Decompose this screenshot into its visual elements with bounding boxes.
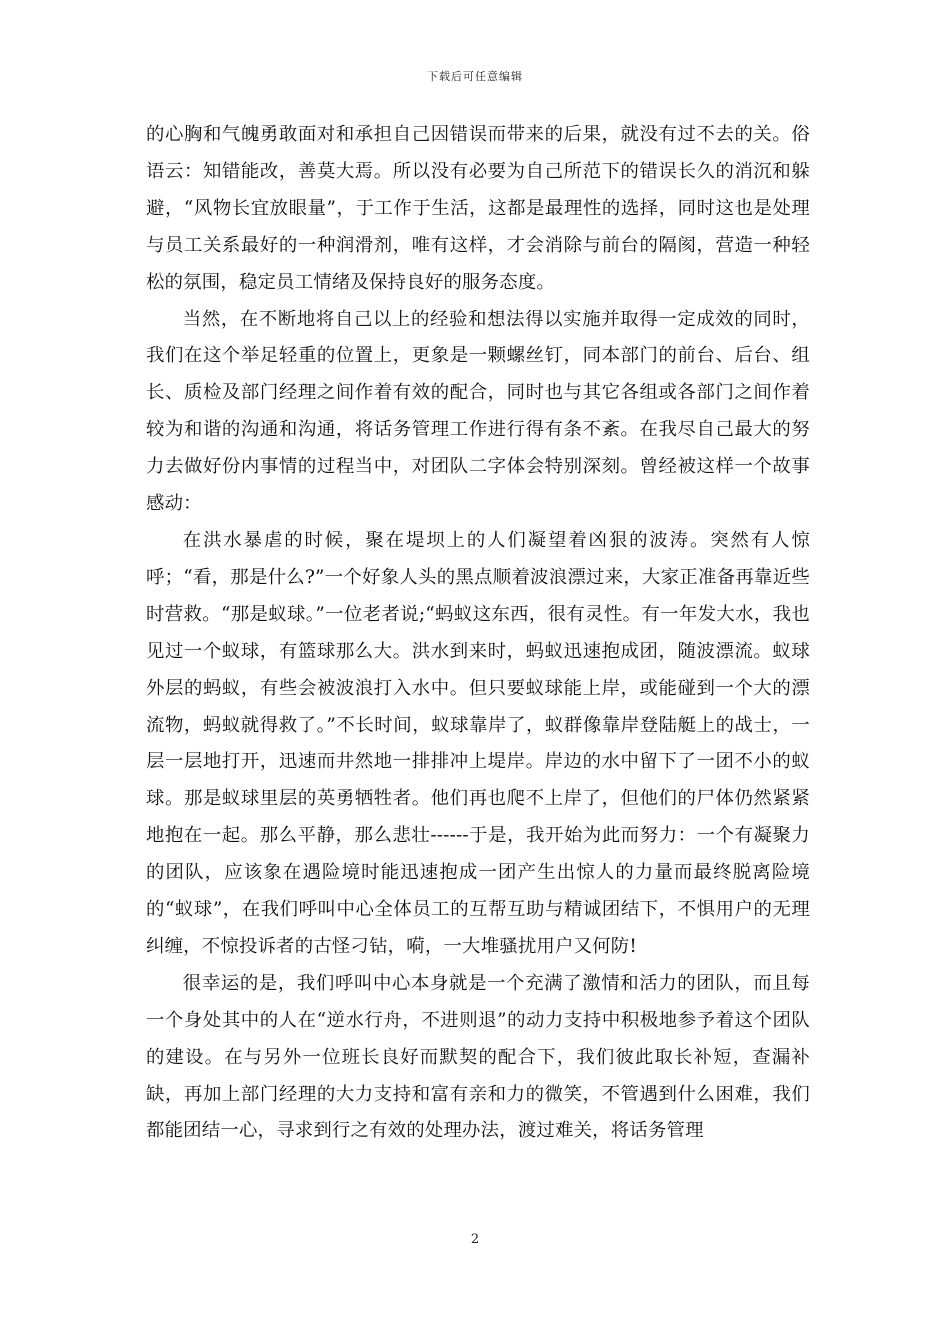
paragraph-3: 在洪水暴虐的时候，聚在堤坝上的人们凝望着凶狠的波涛。突然有人惊呼；“看，那是什么?”一个好象人头的黑点顺着波浪漂过来，大家正准备再靠近些时营救。“那是蚁球。”一位老者说;“蚂蚁这东西，很有灵性。有一年发大水，我也见过一个蚁球，有篮球那么大。洪水到来时，蚂蚁迅速抱成团，随波漂流。蚁球外层的蚂蚁，有些会被波浪打入水中。但只要蚁球能上岸，或能碰到一个大的漂流物，蚂蚁就得救了。”不长时间，蚁球靠岸了，蚁群像靠岸登陆艇上的战士，一层一层地打开，迅速而井然地一排排冲上堤岸。岸边的水中留下了一团不小的蚁球。那是蚁球里层的英勇牺牲者。他们再也爬不上岸了，但他们的尸体仍然紧紧地抱在一起。那么平静，那么悲壮------于是，我开始为此而努力：一个有凝聚力的团队，应该象在遇险境时能迅速抱成一团产生出惊人的力量而最终脱离险境的“蚁球”，在我们呼叫中心全体员工的互帮互助与精诚团结下，不惧用户的无理纠缠，不惊投诉者的古怪刁钻，嗬，一大堆骚扰用户又何防! bbox=[146, 529, 810, 957]
paragraph-1: 的心胸和气魄勇敢面对和承担自己因错误而带来的后果，就没有过不去的关。俗语云：知错能改，善莫大焉。所以没有必要为自己所范下的错误长久的消沉和躲避，“风物长宜放眼量”，于工作于生活，这都是最理性的选择，同时这也是处理与员工关系最好的一种润滑剂，唯有这样，才会消除与前台的隔阂，营造一种轻松的氛围，稳定员工情绪及保持良好的服务态度。 bbox=[146, 124, 810, 293]
page-number: 2 bbox=[470, 1232, 480, 1247]
paragraph-4: 很幸运的是，我们呼叫中心本身就是一个充满了激情和活力的团队，而且每一个身处其中的人在“逆水行舟，不进则退”的动力支持中积极地参予着这个团队的建设。在与另外一位班长良好而默契的配合下，我们彼此取长补短，查漏补缺，再加上部门经理的大力支持和富有亲和力的微笑，不管遇到什么困难，我们都能团结一心，寻求到行之有效的处理办法，渡过难关，将话务管理 bbox=[146, 972, 810, 1142]
document-body bbox=[146, 117, 810, 1150]
paragraph-2: 当然，在不断地将自己以上的经验和想法得以实施并取得一定成效的同时，我们在这个举足轻重的位置上，更象是一颗螺丝钉，同本部门的前台、后台、组长、质检及部门经理之间作着有效的配合，同时也与其它各组或各部门之间作着较为和谐的沟通和沟通，将话务管理工作进行得有条不紊。在我尽自己最大的努力去做好份内事情的过程当中，对团队二字体会特别深刻。曾经被这样一个故事感动： bbox=[146, 308, 810, 515]
page-header: 下载后可任意编辑 bbox=[427, 70, 523, 83]
